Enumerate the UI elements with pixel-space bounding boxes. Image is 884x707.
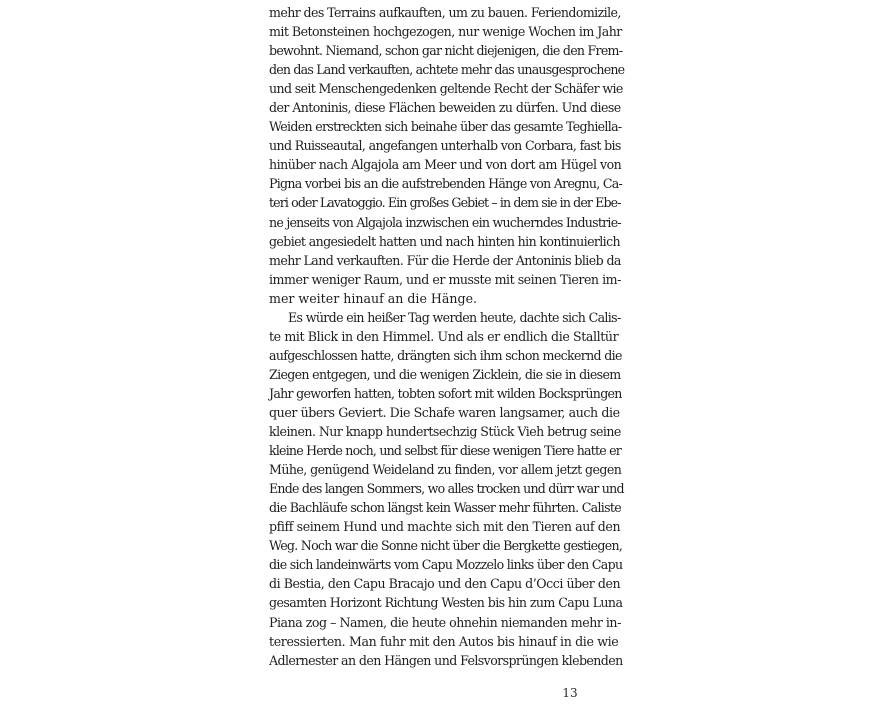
page-number: 13	[562, 686, 578, 700]
text-line: teri oder Lavatoggio. Ein großes Gebiet – in dem sie in der Ebe-	[269, 195, 621, 211]
text-line: aufgeschlossen hatte, drängten sich ihm schon meckernd die	[269, 347, 622, 363]
text-line: gesamten Horizont Richtung Westen bis hin zum Capu Luna	[269, 595, 623, 611]
text-line: der Antoninis, diese Flächen beweiden zu dürfen. Und diese	[269, 100, 621, 116]
text-line: Es würde ein heißer Tag werden heute, dachte sich Calis-	[288, 309, 621, 325]
body-text	[269, 3, 625, 670]
text-line: quer übers Geviert. Die Schafe waren langsamer, auch die	[269, 404, 620, 420]
text-line: di Bestia, den Capu Bracajo und den Capu d’Occi über den	[269, 576, 621, 592]
text-line: und Ruisseautal, angefangen unterhalb von Corbara, fast bis	[269, 138, 621, 154]
text-line: kleinen. Nur knapp hundertsechzig Stück Vieh betrug seine	[269, 424, 621, 440]
text-line: Jahr geworfen hatten, tobten sofort mit wilden Bocksprüngen	[269, 385, 622, 401]
text-line: Mühe, genügend Weideland zu finden, vor allem jetzt gegen	[269, 462, 622, 478]
text-line: Ende des langen Sommers, wo alles trocken und dürr war und	[269, 481, 624, 497]
text-line: Piana zog – Namen, die heute ohnehin niemanden mehr in-	[269, 614, 621, 630]
text-line: bewohnt. Niemand, schon gar nicht diejenigen, die den Frem-	[269, 43, 623, 59]
text-line: den das Land verkauften, achtete mehr das unausgesprochene	[269, 62, 625, 78]
text-line: mer weiter hinauf an die Hänge.	[269, 290, 478, 306]
text-line: und seit Menschengedenken geltende Recht der Schäfer wie	[269, 81, 623, 97]
text-line: mehr des Terrains aufkauften, um zu bauen. Feriendomizile,	[269, 5, 621, 20]
text-line: die sich landeinwärts vom Capu Mozzelo links über den Capu	[269, 557, 623, 573]
text-line: mehr Land verkauften. Für die Herde der Antoninis blieb da	[269, 252, 621, 268]
text-line: gebiet angesiedelt hatten und nach hinten hin kontinuierlich	[269, 233, 620, 249]
text-line: die Bachläufe schon längst kein Wasser mehr führten. Caliste	[269, 500, 621, 516]
text-line: Weg. Noch war die Sonne nicht über die Bergkette gestiegen,	[269, 538, 623, 554]
text-line: Weiden erstreckten sich beinahe über das gesamte Teghiella-	[269, 119, 622, 135]
text-line: mit Betonsteinen hochgezogen, nur wenige Wochen im Jahr	[269, 24, 622, 40]
text-line: ne jenseits von Algajola inzwischen ein wucherndes Industrie-	[269, 214, 621, 230]
text-line: teressierten. Man fuhr mit den Autos bis hinauf in die wie	[269, 633, 619, 649]
text-line: kleine Herde noch, und selbst für diese wenigen Tiere hatte er	[269, 443, 621, 459]
text-line: immer weniger Raum, und er musste mit seinen Tieren im-	[269, 271, 621, 287]
text-line: Pigna vorbei bis an die aufstrebenden Hänge von Aregnu, Ca-	[269, 176, 623, 192]
text-line: hinüber nach Algajola am Meer und von dort am Hügel von	[269, 157, 622, 173]
text-line: Ziegen entgegen, und die wenigen Zicklein, die sie in diesem	[269, 366, 621, 382]
text-line: Adlernester an den Hängen und Felsvorsprüngen klebenden	[269, 652, 623, 668]
text-line: te mit Blick in den Himmel. Und als er endlich die Stalltür	[269, 328, 619, 344]
text-line: pfiff seinem Hund und machte sich mit den Tieren auf den	[269, 519, 621, 535]
